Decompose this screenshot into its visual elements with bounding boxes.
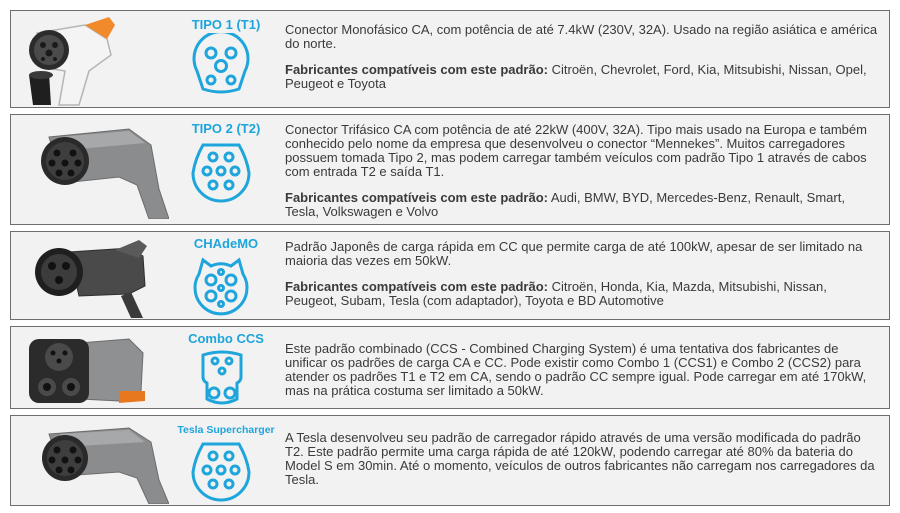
chademo-socket-icon — [189, 252, 253, 323]
connector-description: A Tesla desenvolveu seu padrão de carregador rápido através de uma versão modificada do padrão T2. Este padrão permite uma carga rápida de até 120kW, podendo carregar até 80% da bateria do Model S em 30min. Até o momento, veículos de outros fabricantes não carregam nos carregadores da Tesla. — [285, 430, 875, 487]
manufacturers-list: Citroën, Honda, Kia, Mazda, Mitsubishi, Nissan, Peugeot, Subam, Tesla (com adaptador), Toyota e BD Automotive — [285, 279, 827, 308]
connector-description: Padrão Japonês de carga rápida em CC que permite carga de até 100kW, apesar de ser limitado na maioria das vezes em 50kW. — [285, 239, 863, 268]
connector-row-tesla — [10, 415, 890, 506]
compatible-manufacturers — [285, 280, 879, 308]
connector-row-type1 — [10, 10, 890, 108]
compatible-manufacturers — [285, 191, 879, 219]
manufacturers-label: Fabricantes compatíveis com este padrão: — [285, 62, 548, 77]
connector-name: CHAdeMO — [193, 236, 259, 251]
connector-name: TIPO 2 (T2) — [191, 121, 261, 136]
type2-plug-icon — [19, 119, 169, 219]
type1-socket-icon — [189, 33, 253, 104]
chademo-plug-icon — [19, 236, 169, 318]
manufacturers-list: Audi, BMW, BYD, Mercedes-Benz, Renault, Smart, Tesla, Volkswagen e Volvo — [285, 190, 845, 219]
tesla-socket-icon — [189, 438, 253, 509]
tesla-plug-icon — [19, 420, 169, 504]
type2-socket-icon — [189, 139, 253, 210]
connector-name: TIPO 1 (T1) — [191, 17, 261, 32]
connector-name: Tesla Supercharger — [177, 424, 275, 436]
connector-description: Conector Trifásico CA com potência de até 22kW (400V, 32A). Tipo mais usado na Europa e também conhecido pelo nome da empresa que desenvolveu o conector “Mennekes”. Muitos carregadores possuem tomada Tipo 2, mas podem carregar também veículos com padrão Tipo 1 através de cabos com entrada T2 e saída T1. — [285, 122, 867, 179]
ccs-combo-plug-icon — [19, 331, 169, 409]
connector-name: Combo CCS — [188, 331, 264, 346]
connector-row-type2 — [10, 114, 890, 225]
manufacturers-list: Citroën, Chevrolet, Ford, Kia, Mitsubishi, Nissan, Opel, Peugeot e Toyota — [285, 62, 867, 91]
ccs-combo-socket-icon — [197, 347, 247, 414]
connector-description-block — [285, 431, 879, 487]
connector-description: Este padrão combinado (CCS - Combined Charging System) é uma tentativa dos fabricantes de unificar os padrões de carga CA e CC. Pode existir como Combo 1 (CCS1) e Combo 2 (CCS2) para atender os padrões T1 e T2 em CA, sendo o padrão CC sempre igual. Pode carregar em até 170kW, mas na prática costuma ser limitado a 50kW. — [285, 341, 867, 398]
type1-plug-icon — [19, 15, 169, 107]
connector-row-ccs — [10, 326, 890, 409]
connector-description-block — [285, 240, 879, 308]
manufacturers-label: Fabricantes compatíveis com este padrão: — [285, 190, 548, 205]
connector-description-block — [285, 23, 879, 91]
connector-description-block — [285, 123, 879, 219]
manufacturers-label: Fabricantes compatíveis com este padrão: — [285, 279, 548, 294]
connector-description: Conector Monofásico CA, com potência de até 7.4kW (230V, 32A). Usado na região asiática e américa do norte. — [285, 22, 878, 51]
connector-description-block — [285, 342, 879, 398]
connector-row-chademo — [10, 231, 890, 320]
compatible-manufacturers — [285, 63, 879, 91]
